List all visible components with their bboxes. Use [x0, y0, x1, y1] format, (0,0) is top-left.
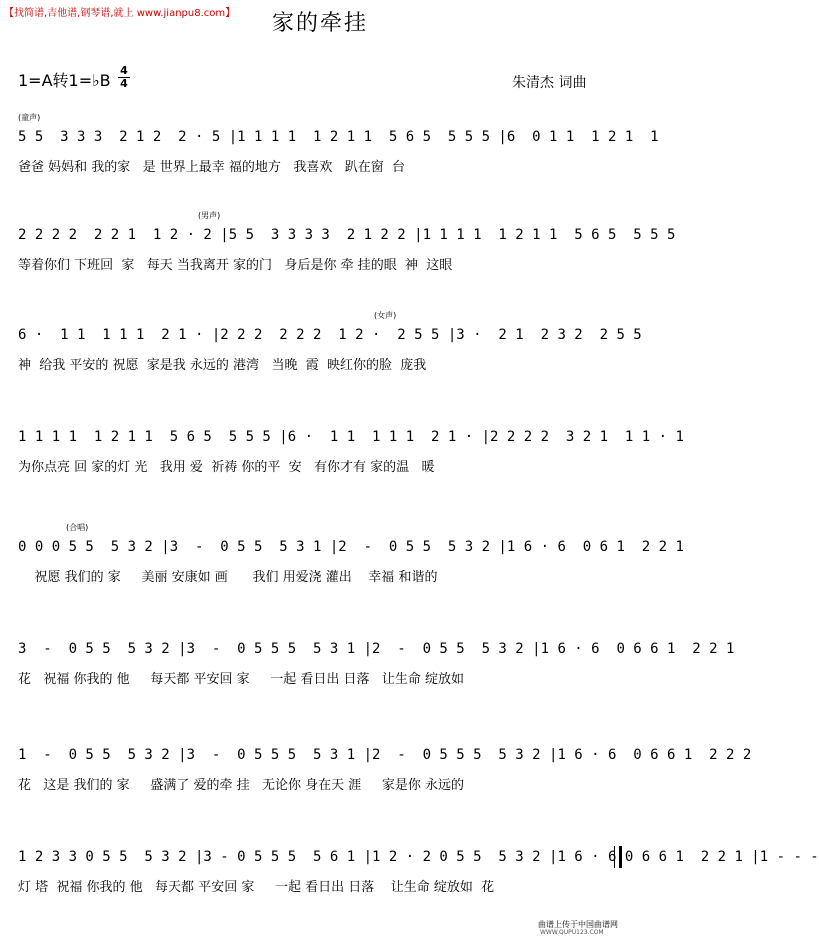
lyrics-line: 为你点亮 回 家的灯 光 我用 爱 祈祷 你的平 安 有你才有 家的温 暖 [18, 460, 435, 475]
score-system [18, 523, 684, 594]
lyrics-line: 灯 塔 祝福 你我的 他 每天都 平安回 家 一起 看日出 日落 让生命 绽放如 花 [18, 880, 495, 895]
score-system [18, 742, 752, 802]
lyrics-line: 爸爸 妈妈和 我的家 是 世界上最幸 福的地方 我喜欢 趴在窗 台 [18, 160, 405, 175]
time-signature-top: 4 [120, 64, 128, 77]
lyrics-line: 祝愿 我们的 家 美丽 安康如 画 我们 用爱浇 灌出 幸福 和谐的 [18, 570, 438, 585]
key-signature: 1=A转1=♭B [18, 71, 111, 90]
lyrics-line: 等着你们 下班回 家 每天 当我离开 家的门 身后是你 牵 挂的眼 神 这眼 [18, 258, 453, 273]
notation-line: 1 1 1 1 1 2 1 1 5 6 5 5 5 5 |6 · 1 1 1 1 1 2 1 · |2 2 2 2 3 2 1 1 1 · 1 [18, 429, 684, 445]
voice-part-label: (男声) [198, 211, 221, 220]
composer-credit: 朱清杰 词曲 [512, 75, 587, 91]
notation-line: 1 - 0 5 5 5 3 2 |3 - 0 5 5 5 5 3 1 |2 - 0 5 5 5 5 3 2 |1 6 · 6 0 6 6 1 2 2 2 [18, 747, 752, 763]
time-signature-bottom: 4 [120, 77, 128, 90]
notation-line: 1 2 3 3 0 5 5 5 3 2 |3 - 0 5 5 5 5 6 1 |1 2 · 2 0 5 5 5 3 2 |1 6 · 6 0 6 6 1 2 2 1 |1 - - - [18, 849, 819, 865]
final-barline [614, 846, 622, 868]
notation-line: 0 0 0 5 5 5 3 2 |3 - 0 5 5 5 3 1 |2 - 0 5 5 5 3 2 |1 6 · 6 0 6 1 2 2 1 [18, 539, 684, 555]
voice-part-label: (合唱) [66, 523, 89, 532]
voice-part-label: (女声) [374, 311, 397, 320]
time-signature [118, 66, 130, 89]
score-system [18, 636, 735, 696]
lyrics-line: 花 这是 我们的 家 盛满了 爱的牵 挂 无论你 身在天 涯 家是你 永远的 [18, 778, 465, 793]
score-system [18, 424, 684, 484]
lyrics-line: 神 给我 平安的 祝愿 家是我 永远的 港湾 当晚 霞 映红你的脸 庞我 [18, 358, 427, 373]
notation-line: 3 - 0 5 5 5 3 2 |3 - 0 5 5 5 5 3 1 |2 - 0 5 5 5 3 2 |1 6 · 6 0 6 6 1 2 2 1 [18, 641, 735, 657]
voice-part-label: (童声) [18, 113, 41, 122]
site-watermark: 【找简谱,吉他谱,钢琴谱,就上 www.jianpu8.com】 [4, 8, 236, 19]
score-system [18, 844, 819, 904]
notation-line: 6 · 1 1 1 1 1 2 1 · |2 2 2 2 2 2 1 2 · 2 5 5 |3 · 2 1 2 3 2 2 5 5 [18, 327, 642, 343]
notation-line: 2 2 2 2 2 2 1 1 2 · 2 |5 5 3 3 3 3 2 1 2 2 |1 1 1 1 1 2 1 1 5 6 5 5 5 5 [18, 227, 676, 243]
footer-url: WWW.QUPU123.COM [540, 929, 604, 936]
score-system [18, 211, 676, 282]
score-system [18, 113, 659, 184]
footer-credit: 曲谱上传于中国曲谱网 [538, 920, 618, 929]
score-system [18, 311, 642, 382]
lyrics-line: 花 祝福 你我的 他 每天都 平安回 家 一起 看日出 日落 让生命 绽放如 [18, 672, 465, 687]
song-title: 家的牵挂 [271, 11, 368, 36]
notation-line: 5 5 3 3 3 2 1 2 2 · 5 |1 1 1 1 1 2 1 1 5 6 5 5 5 5 |6 0 1 1 1 2 1 1 [18, 129, 659, 145]
